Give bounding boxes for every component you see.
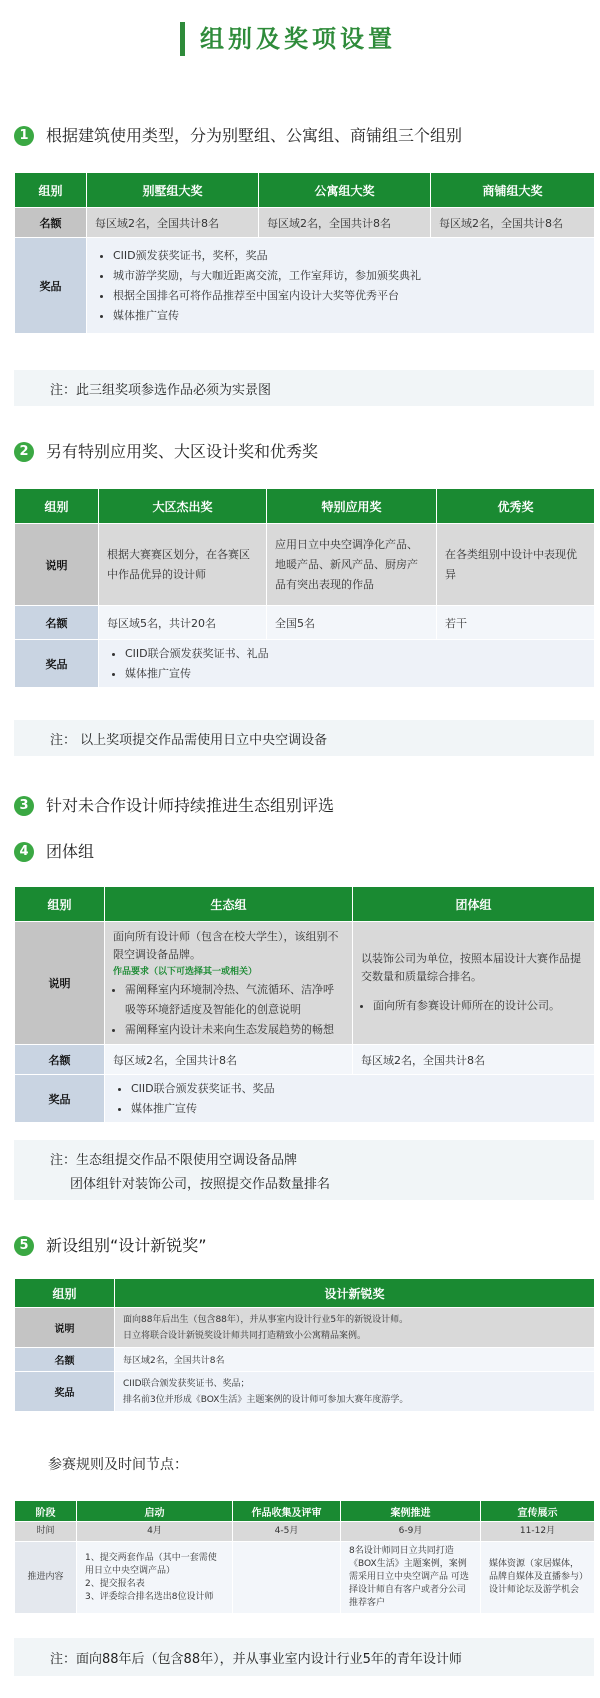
- row-label-desc: 说明: [15, 1308, 115, 1348]
- list-item: • CIID颁发获奖证书，奖杯，奖品: [113, 246, 586, 266]
- team-note-list: [361, 996, 586, 1016]
- content-cell: [77, 1542, 233, 1614]
- section-number-badge: 2: [14, 442, 34, 462]
- list-item: • CIID联合颁发获奖证书、奖品: [131, 1079, 586, 1099]
- prize-cell: [87, 238, 595, 334]
- col-header: 阶段: [15, 1501, 77, 1522]
- table-main-awards: [14, 172, 595, 334]
- content-cell: 媒体资源（家居媒体，品牌自媒体及直播参与）设计师论坛及游学机会: [481, 1542, 595, 1614]
- col-header: 组别: [15, 489, 99, 524]
- row-label-quota: 名额: [15, 1045, 105, 1075]
- note-section-4: [14, 1140, 594, 1200]
- content-line: 1、提交两套作品（其中一套需使用日立中央空调产品）: [85, 1552, 217, 1576]
- section-number-badge: 4: [14, 842, 34, 862]
- note-text: 注：此三组奖项参选作品必须为实景图: [50, 383, 272, 398]
- time-cell: 6-9月: [341, 1522, 481, 1542]
- col-header: 生态组: [105, 887, 353, 922]
- note-text: 团体组针对装饰公司，按照提交作品数量排名: [70, 1177, 331, 1192]
- row-label-quota: 名额: [15, 606, 99, 640]
- section-1-heading: [14, 124, 594, 150]
- section-3-title: 针对未合作设计师持续推进生态组别评选: [46, 796, 335, 815]
- col-header: 案例推进: [341, 1501, 481, 1522]
- row-label-prize: 奖品: [15, 238, 87, 334]
- prize-list: [95, 246, 586, 326]
- quota-cell: 每区域2名，全国共计8名: [115, 1348, 595, 1372]
- section-2-heading: [14, 440, 594, 466]
- desc-cell: [115, 1308, 595, 1348]
- desc-cell: 在各类组别中设计中表现优异: [437, 524, 595, 606]
- time-cell: 11-12月: [481, 1522, 595, 1542]
- row-label-desc: 说明: [15, 922, 105, 1045]
- time-cell: 4-5月: [233, 1522, 341, 1542]
- col-header: 团体组: [353, 887, 595, 922]
- row-label-desc: 说明: [15, 524, 99, 606]
- time-cell: 4月: [77, 1522, 233, 1542]
- quota-cell: 全国5名: [267, 606, 437, 640]
- list-item: • 根据全国排名可将作品推荐至中国室内设计大奖等优秀平台: [113, 286, 586, 306]
- row-label-prize: 奖品: [15, 1372, 115, 1412]
- prize-list: [107, 644, 586, 684]
- prize-cell: [115, 1372, 595, 1412]
- note-text: 注：面向88年后（包含88年），并从事业室内设计行业5年的青年设计师: [50, 1652, 462, 1667]
- table-timeline: [14, 1500, 595, 1614]
- note-section-2: [14, 720, 594, 756]
- prize-cell: [105, 1075, 595, 1123]
- col-header: 宣传展示: [481, 1501, 595, 1522]
- timeline-heading: 参赛规则及时间节点：: [48, 1457, 188, 1473]
- prize-list: [113, 1079, 586, 1119]
- desc-line: 面向88年后出生（包含88年），并从事室内设计行业5年的新锐设计师。: [123, 1314, 409, 1325]
- table-special-awards: [14, 488, 595, 688]
- col-header: 组别: [15, 887, 105, 922]
- note-text: 注： 以上奖项提交作品需使用日立中央空调设备: [50, 733, 328, 748]
- col-header: 组别: [15, 1279, 115, 1308]
- col-header: 启动: [77, 1501, 233, 1522]
- section-number-badge: 3: [14, 796, 34, 816]
- section-number-badge: 1: [14, 126, 34, 146]
- col-header: 公寓组大奖: [259, 173, 431, 208]
- content-line: 2、提交报名表: [85, 1578, 145, 1589]
- col-header: 作品收集及评审: [233, 1501, 341, 1522]
- page-title: [0, 18, 600, 62]
- section-4-heading: [14, 840, 594, 866]
- note-text: 注：生态组提交作品不限使用空调设备品牌: [50, 1153, 298, 1168]
- section-1-title: 根据建筑使用类型，分为别墅组、公寓组、商铺组三个组别: [46, 126, 463, 145]
- col-header: 特别应用奖: [267, 489, 437, 524]
- list-item: • 城市游学奖励，与大咖近距离交流，工作室拜访，参加颁奖典礼: [113, 266, 586, 286]
- content-cell: 8名设计师同日立共同打造《BOX生活》主题案例，案例需采用日立中央空调产品 可选择设计师自有客户或者分公司推荐客户: [341, 1542, 481, 1614]
- quota-cell: 若干: [437, 606, 595, 640]
- page-title-text: 组别及奖项设置: [200, 25, 396, 53]
- quota-cell: 每区域2名，全国共计8名: [353, 1045, 595, 1075]
- table-group-awards: [14, 886, 595, 1123]
- col-header: 优秀奖: [437, 489, 595, 524]
- col-header: 设计新锐奖: [115, 1279, 595, 1308]
- title-accent-bar: [180, 22, 185, 56]
- list-item: • 面向所有参赛设计师所在的设计公司。: [373, 996, 586, 1016]
- prize-line: 排名前3位并形成《BOX生活》主题案例的设计师可参加大赛年度游学。: [123, 1394, 409, 1405]
- row-label-quota: 名额: [15, 1348, 115, 1372]
- content-cell: [233, 1542, 341, 1614]
- section-3-heading: [14, 794, 594, 820]
- quota-cell: 每区域2名，全国共计8名: [431, 208, 595, 238]
- prize-cell: [99, 640, 595, 688]
- list-item: • 媒体推广宣传: [125, 664, 586, 684]
- section-5-title: 新设组别“设计新锐奖”: [46, 1236, 207, 1255]
- row-label-prize: 奖品: [15, 640, 99, 688]
- content-line: 3、评委综合排名选出8位设计师: [85, 1591, 214, 1602]
- quota-cell: 每区域2名，全国共计8名: [259, 208, 431, 238]
- col-header: 别墅组大奖: [87, 173, 259, 208]
- col-header: 大区杰出奖: [99, 489, 267, 524]
- col-header: 组别: [15, 173, 87, 208]
- quota-cell: 每区域5名，共计20名: [99, 606, 267, 640]
- quota-cell: 每区域2名，全国共计8名: [87, 208, 259, 238]
- desc-line: 日立将联合设计新锐奖设计师共同打造精致小公寓精品案例。: [123, 1330, 367, 1341]
- eco-desc: 面向所有设计师（包含在校大学生），该组别不限空调设备品牌。: [113, 930, 339, 961]
- team-desc-cell: [353, 922, 595, 1045]
- team-desc: 以装饰公司为单位，按照本届设计大赛作品提交数量和质量综合排名。: [361, 952, 581, 983]
- list-item: • 媒体推广宣传: [131, 1099, 586, 1119]
- row-label-quota: 名额: [15, 208, 87, 238]
- list-item: • 需阐释室内环境制冷热、气流循环、洁净呼吸等环境舒适度及智能化的创意说明: [125, 980, 344, 1020]
- section-2-title: 另有特别应用奖、大区设计奖和优秀奖: [46, 442, 319, 461]
- section-5-heading: [14, 1234, 594, 1260]
- note-timeline: [14, 1638, 594, 1676]
- eco-desc-cell: [105, 922, 353, 1045]
- list-item: • CIID联合颁发获奖证书、礼品: [125, 644, 586, 664]
- prize-line: CIID联合颁发获奖证书、奖品；: [123, 1378, 250, 1389]
- eco-req-list: [113, 980, 344, 1040]
- note-section-1: [14, 370, 594, 406]
- eco-req-title: 作品要求（以下可选择其一或相关）: [113, 967, 258, 977]
- section-number-badge: 5: [14, 1236, 34, 1256]
- col-header: 商铺组大奖: [431, 173, 595, 208]
- row-label-time: 时间: [15, 1522, 77, 1542]
- row-label-prize: 奖品: [15, 1075, 105, 1123]
- section-4-title: 团体组: [46, 842, 95, 861]
- list-item: • 媒体推广宣传: [113, 306, 586, 326]
- list-item: • 需阐释室内设计未来向生态发展趋势的畅想: [125, 1020, 344, 1040]
- desc-cell: 根据大赛赛区划分，在各赛区中作品优异的设计师: [99, 524, 267, 606]
- table-new-talent: [14, 1278, 595, 1412]
- desc-cell: 应用日立中央空调净化产品、地暖产品、新风产品、厨房产品有突出表现的作品: [267, 524, 437, 606]
- quota-cell: 每区域2名，全国共计8名: [105, 1045, 353, 1075]
- row-label-content: 推进内容: [15, 1542, 77, 1614]
